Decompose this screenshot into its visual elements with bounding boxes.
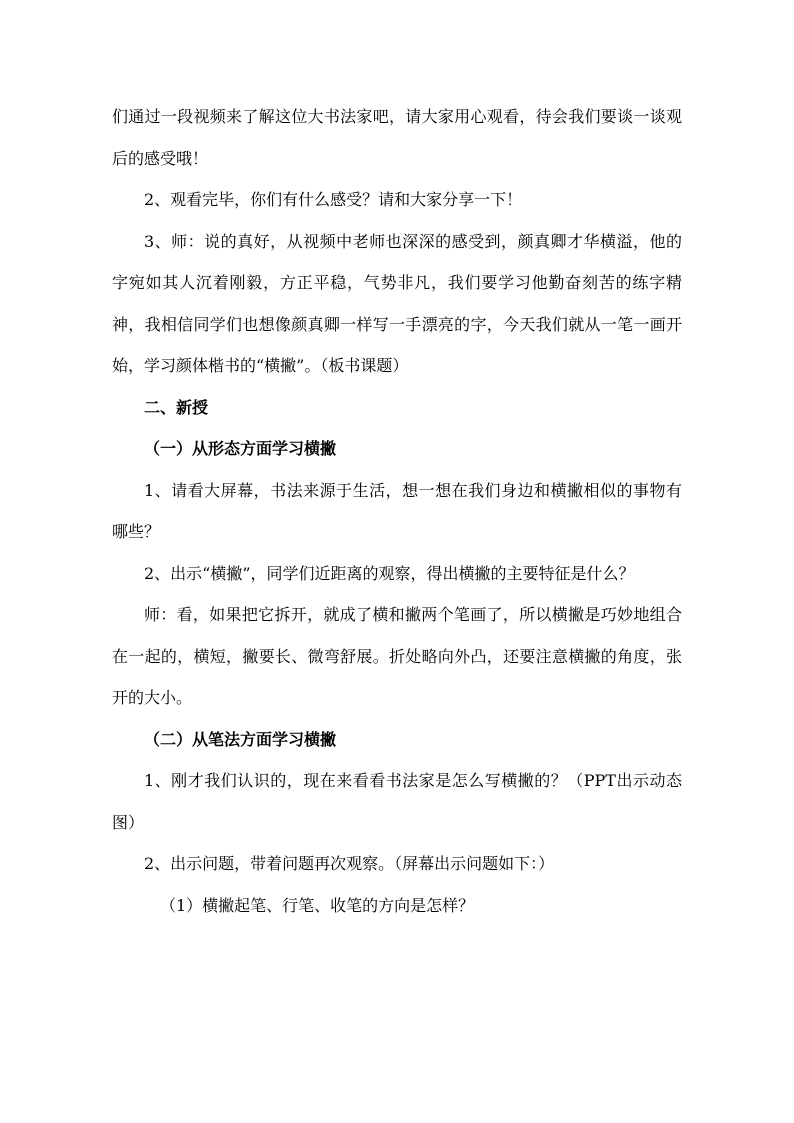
subsection-heading-brushwork: （二）从笔法方面学习横撇 bbox=[144, 729, 337, 749]
paragraph-1: 们通过一段视频来了解这位大书法家吧，请大家用心观看，待会我们要谈一谈观后的感受哦！ bbox=[112, 107, 682, 168]
paragraph-2: 2、观看完毕，你们有什么感受？请和大家分享一下！ bbox=[144, 190, 523, 209]
paragraph-12: （1）横撇起笔、行笔、收笔的方向是怎样？ bbox=[160, 895, 475, 915]
section-heading-new-lesson: 二、新授 bbox=[144, 397, 209, 417]
paragraph-10: 1、刚才我们认识的，现在来看看书法家是怎么写横撇的？（PPT出示动态图） bbox=[112, 771, 682, 832]
paragraph-3: 3、师：说的真好，从视频中老师也深深的感受到，颜真卿才华横溢，他的字宛如其人沉着刚毅，方正平稳，气势非凡，我们要学习他勤奋刻苦的练字精神，我相信同学们也想像颜真卿一样写一手漂亮的字，今天我们就从一笔一画开始，学习颜体楷书的“横撇”。（板书课题） bbox=[112, 231, 682, 375]
paragraph-7: 2、出示“横撇”，同学们近距离的观察，得出横撇的主要特征是什么？ bbox=[144, 563, 635, 583]
paragraph-6: 1、请看大屏幕，书法来源于生活，想一想在我们身边和横撇相似的事物有哪些？ bbox=[112, 480, 682, 541]
paragraph-11: 2、出示问题，带着问题再次观察。（屏幕出示问题如下：） bbox=[144, 854, 555, 873]
subsection-heading-form: （一）从形态方面学习横撇 bbox=[144, 439, 337, 458]
document-page bbox=[112, 96, 682, 926]
paragraph-8: 师：看，如果把它拆开，就成了横和撇两个笔画了，所以横撇是巧妙地组合在一起的，横短，撇要长、微弯舒展。折处略向外凸，还要注意横撇的角度，张开的大小。 bbox=[112, 605, 682, 707]
